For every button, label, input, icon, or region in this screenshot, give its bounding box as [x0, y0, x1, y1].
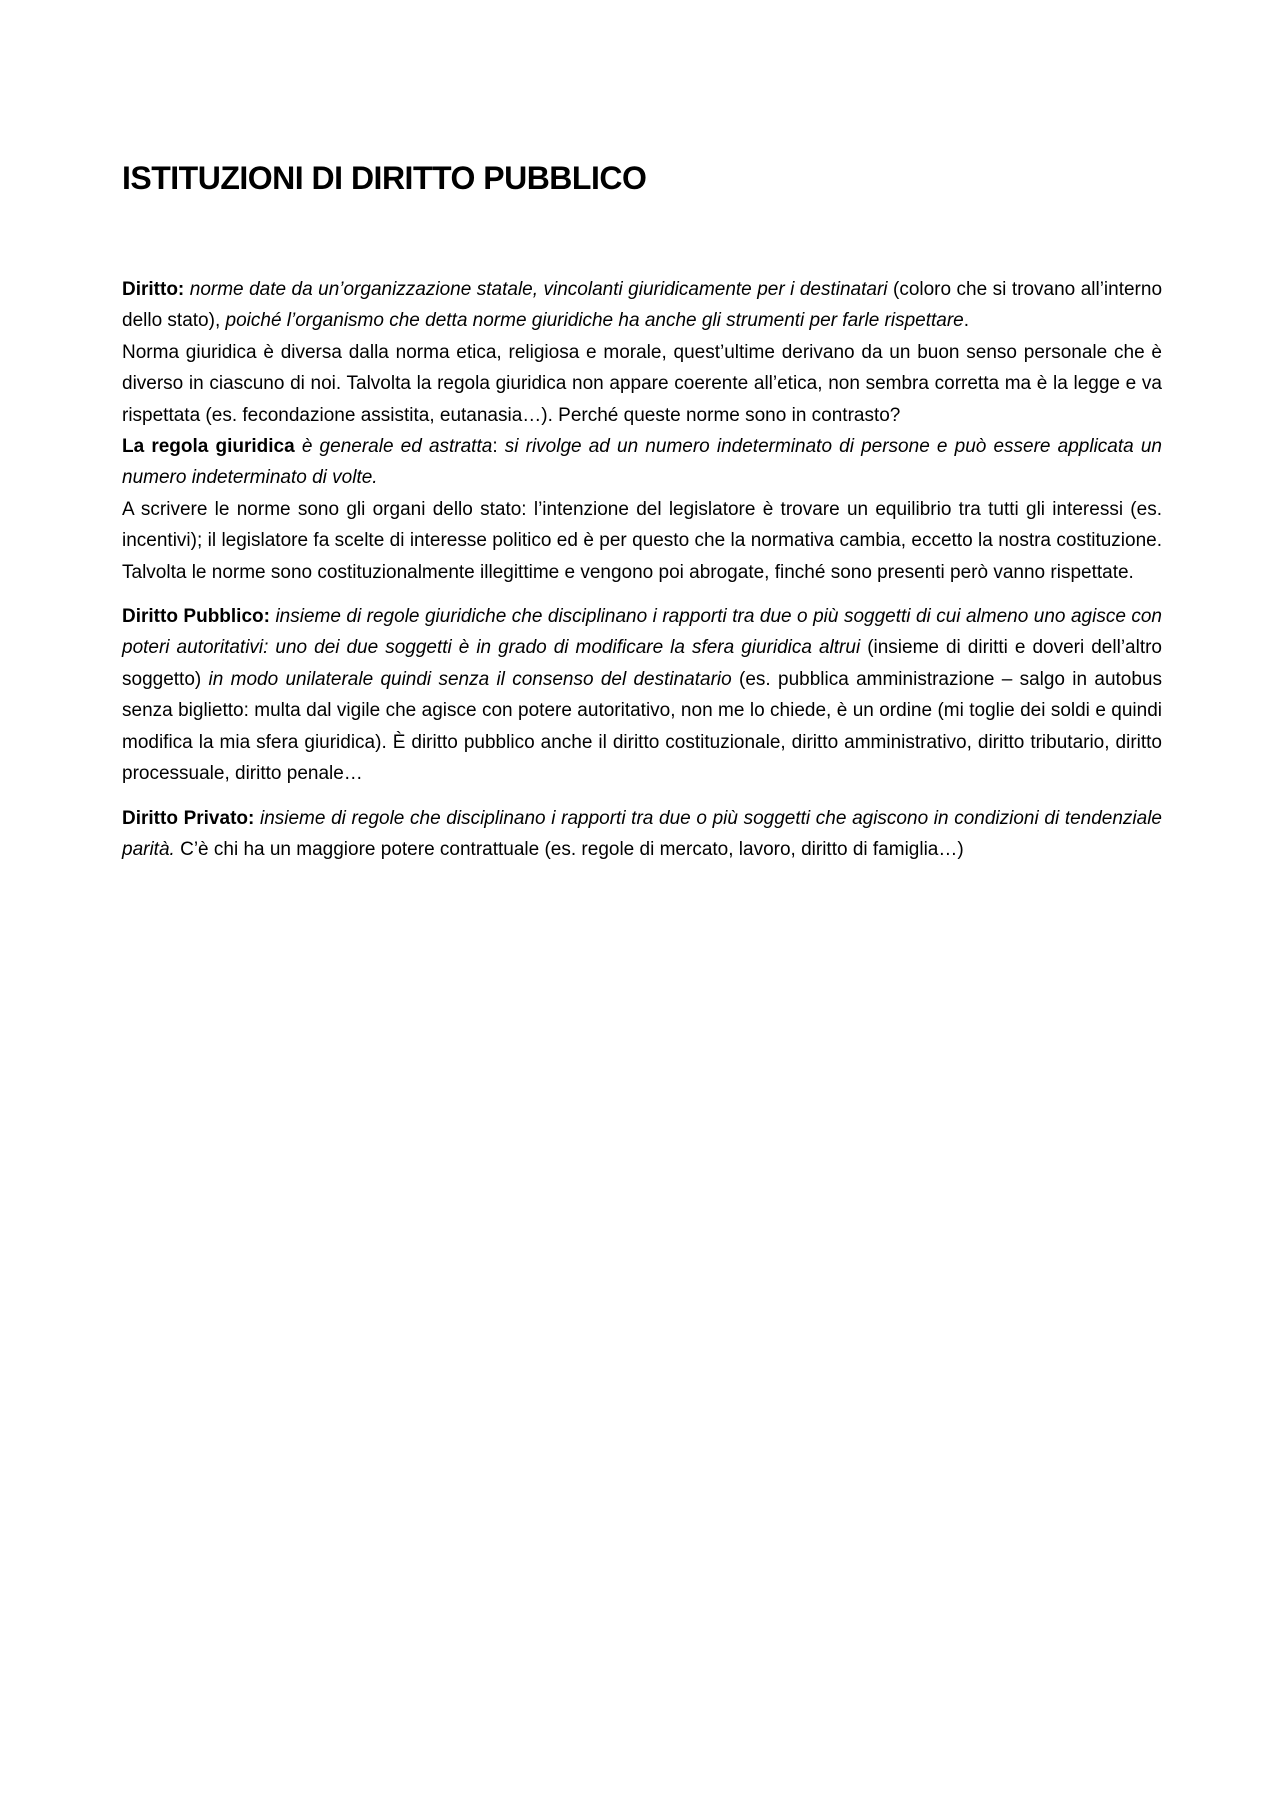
term-regola-giuridica: La regola giuridica [122, 436, 295, 458]
note-diritto: (coloro che si trovano all’interno dello stato), [122, 279, 1163, 332]
term-diritto: Diritto: [122, 279, 185, 300]
note-diritto-pubblico: (insieme di diritti e doveri dell’altro soggetto) [122, 637, 1163, 690]
term-diritto-pubblico: Diritto Pubblico: [122, 606, 270, 628]
definition-diritto: norme date da un’organizzazione statale, vincolanti giuridicamente per i destinatari [189, 279, 888, 300]
document-title: ISTITUZIONI DI DIRITTO PUBBLICO [122, 160, 647, 196]
regola-attributes: è generale ed astratta [301, 436, 493, 458]
paragraph-organi-stato: A scrivere le norme sono gli organi dello stato: l’intenzione del legislatore è trovare un equilibrio tra tutti gli interessi (es. incentivi); il legislatore fa scelte di interesse politico ed è per questo che la normativa cambia, eccetto la nostra costituzione. Talvolta le norme sono costituzionalmente illegittime e vengono poi abrogate, finché sono presenti però vanno rispettate. [122, 498, 1162, 583]
paragraph-diritto-pubblico [122, 601, 1162, 789]
paragraph-regola-giuridica [122, 431, 1162, 494]
definition-diritto-privato: insieme di regole che disciplinano i rapporti tra due o più soggetti che agiscono in condizioni di tendenziale parità. [122, 807, 1163, 860]
example-diritto-pubblico: (es. pubblica amministrazione – salgo in autobus senza biglietto: multa dal vigile che agisce con potere autoritativo, non me lo chiede, è un ordine (mi toglie dei soldi e quindi modifica la mia sfera giuridica). È diritto pubblico anche il diritto costituzionale, diritto amministrativo, diritto tributario, diritto processuale, diritto penale… [122, 668, 1163, 785]
colon: : [492, 436, 498, 458]
definition-diritto-pubblico-b: in modo unilaterale quindi senza il consenso del destinatario [208, 668, 732, 690]
paragraph-diritto [122, 274, 1162, 337]
term-diritto-privato: Diritto Privato: [122, 807, 255, 829]
regola-definition: si rivolge ad un numero indeterminato di persone e può essere applicata un numero indeterminato di volte. [122, 436, 1162, 489]
definition-diritto-pubblico: insieme di regole giuridiche che disciplinano i rapporti tra due o più soggetti di cui almeno uno agisce con poteri autoritativi: uno dei due soggetti è in grado di modificare la sfera giuridica altrui [122, 606, 1162, 659]
period: . [963, 310, 970, 332]
paragraph-diritto-privato [122, 803, 1162, 866]
document-body [122, 274, 1162, 865]
definition-diritto-end: poiché l’organismo che detta norme giuridiche ha anche gli strumenti per farle rispettare [225, 310, 964, 332]
paragraph-norma-giuridica: Norma giuridica è diversa dalla norma etica, religiosa e morale, quest’ultime derivano da un buon senso personale che è diverso in ciascuno di noi. Talvolta la regola giuridica non appare coerente all’etica, non sembra corretta ma è la legge e va rispettata (es. fecondazione assistita, eutanasia…). Perché queste norme sono in contrasto? [122, 341, 1162, 426]
document-page [122, 150, 1162, 865]
note-diritto-privato: C’è chi ha un maggiore potere contrattuale (es. regole di mercato, lavoro, diritto di famiglia…) [180, 838, 964, 860]
